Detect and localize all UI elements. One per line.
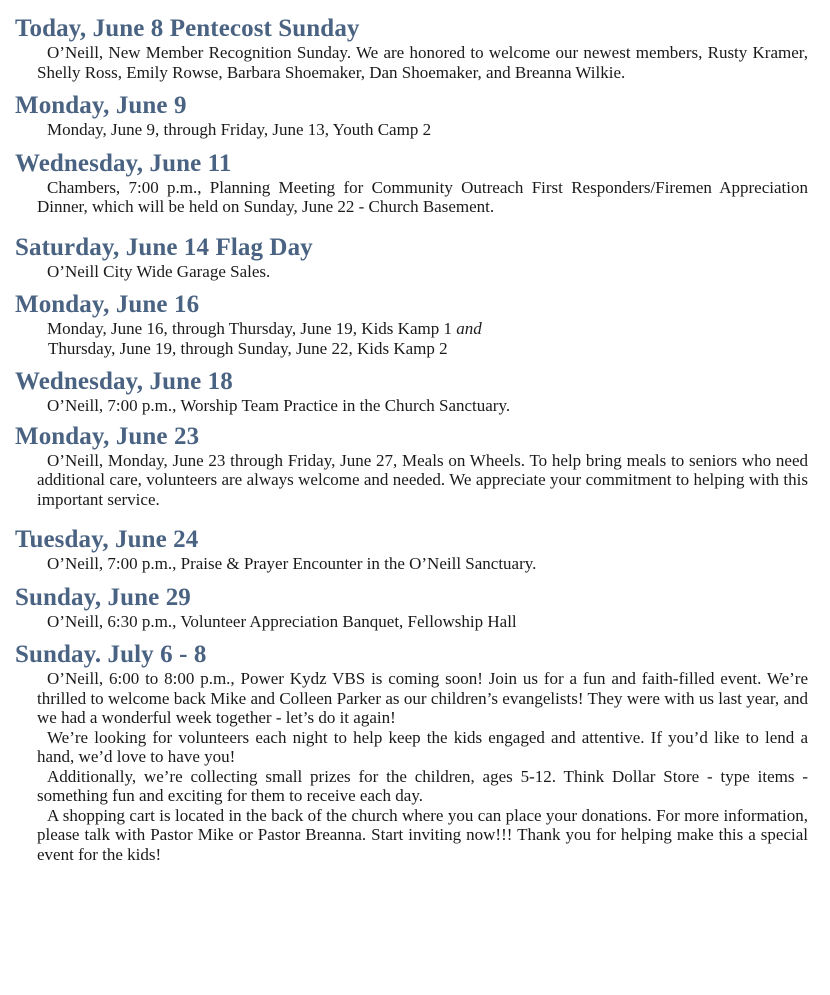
section-june-14 [15, 233, 808, 282]
section-heading: Wednesday, June 11 [15, 149, 232, 177]
section-june-11 [15, 149, 808, 217]
section-heading: Sunday, June 29 [15, 583, 191, 611]
section-text: We’re looking for volunteers each night to help keep the kids engaged and attentive. If you’d like to lend a hand, we’d love to have you! [37, 727, 808, 766]
section-heading: Monday, June 23 [15, 422, 200, 450]
section-heading: Tuesday, June 24 [15, 526, 199, 553]
section-text: O’Neill City Wide Garage Sales. [47, 261, 271, 281]
section-heading: Monday, June 9 [15, 92, 187, 119]
section-heading: Sunday. July 6 - 8 [15, 641, 207, 668]
section-text: O’Neill, 6:30 p.m., Volunteer Appreciation Banquet, Fellowship Hall [47, 611, 517, 631]
section-heading: Saturday, June 14 Flag Day [15, 233, 313, 261]
section-june-23 [15, 422, 808, 510]
section-text-line-1 [15, 319, 808, 339]
section-june-16 [15, 290, 808, 358]
section-text-line-2: Thursday, June 19, through Sunday, June 22, Kids Kamp 2 [48, 338, 448, 358]
section-text: Additionally, we’re collecting small prizes for the children, ages 5-12. Think Dollar Store - type items - something fun and exciting for them to receive each day. [37, 766, 808, 805]
section-text: Monday, June 9, through Friday, June 13, Youth Camp 2 [47, 120, 432, 139]
section-text: O’Neill, New Member Recognition Sunday. We are honored to welcome our newest members, Rusty Kramer, Shelly Ross, Emily Rowse, Barbara Shoemaker, Dan Shoemaker, and Breanna Wilkie. [37, 43, 808, 82]
section-text: A shopping cart is located in the back of the church where you can place your donations. For more information, please talk with Pastor Mike or Pastor Breanna. Start inviting now!!! Thank you for helping make this a special event for the kids! [37, 805, 808, 864]
section-text: O’Neill, 7:00 p.m., Worship Team Practice in the Church Sanctuary. [47, 396, 511, 415]
section-june-8 [15, 14, 808, 82]
section-june-9 [15, 91, 808, 140]
section-july-6-8 [15, 640, 808, 864]
section-heading: Monday, June 16 [15, 291, 200, 318]
section-june-24 [15, 525, 808, 574]
section-text: O’Neill, Monday, June 23 through Friday, June 27, Meals on Wheels. To help bring meals to seniors who need additional care, volunteers are always welcome and needed. We appreciate your commitment to helping with this important service. [37, 450, 808, 509]
section-june-29 [15, 583, 808, 632]
line-text: Monday, June 16, through Thursday, June 19, Kids Kamp 1 [47, 319, 452, 338]
section-text: O’Neill, 6:00 to 8:00 p.m., Power Kydz VBS is coming soon! Join us for a fun and faith-filled event. We’re thrilled to welcome back Mike and Colleen Parker as our children’s evangelists! They were with us last year, and we had a wonderful week together - let’s do it again! [37, 669, 808, 727]
section-heading: Wednesday, June 18 [15, 368, 233, 395]
section-text: Chambers, 7:00 p.m., Planning Meeting for Community Outreach First Responders/Firemen Appreciation Dinner, which will be held on Sunday, June 22 - Church Basement. [37, 177, 808, 216]
and-conjunction: and [456, 319, 482, 338]
section-text: O’Neill, 7:00 p.m., Praise & Prayer Encounter in the O’Neill Sanctuary. [47, 554, 537, 573]
section-june-18 [15, 367, 808, 416]
section-heading: Today, June 8 Pentecost Sunday [15, 15, 360, 42]
